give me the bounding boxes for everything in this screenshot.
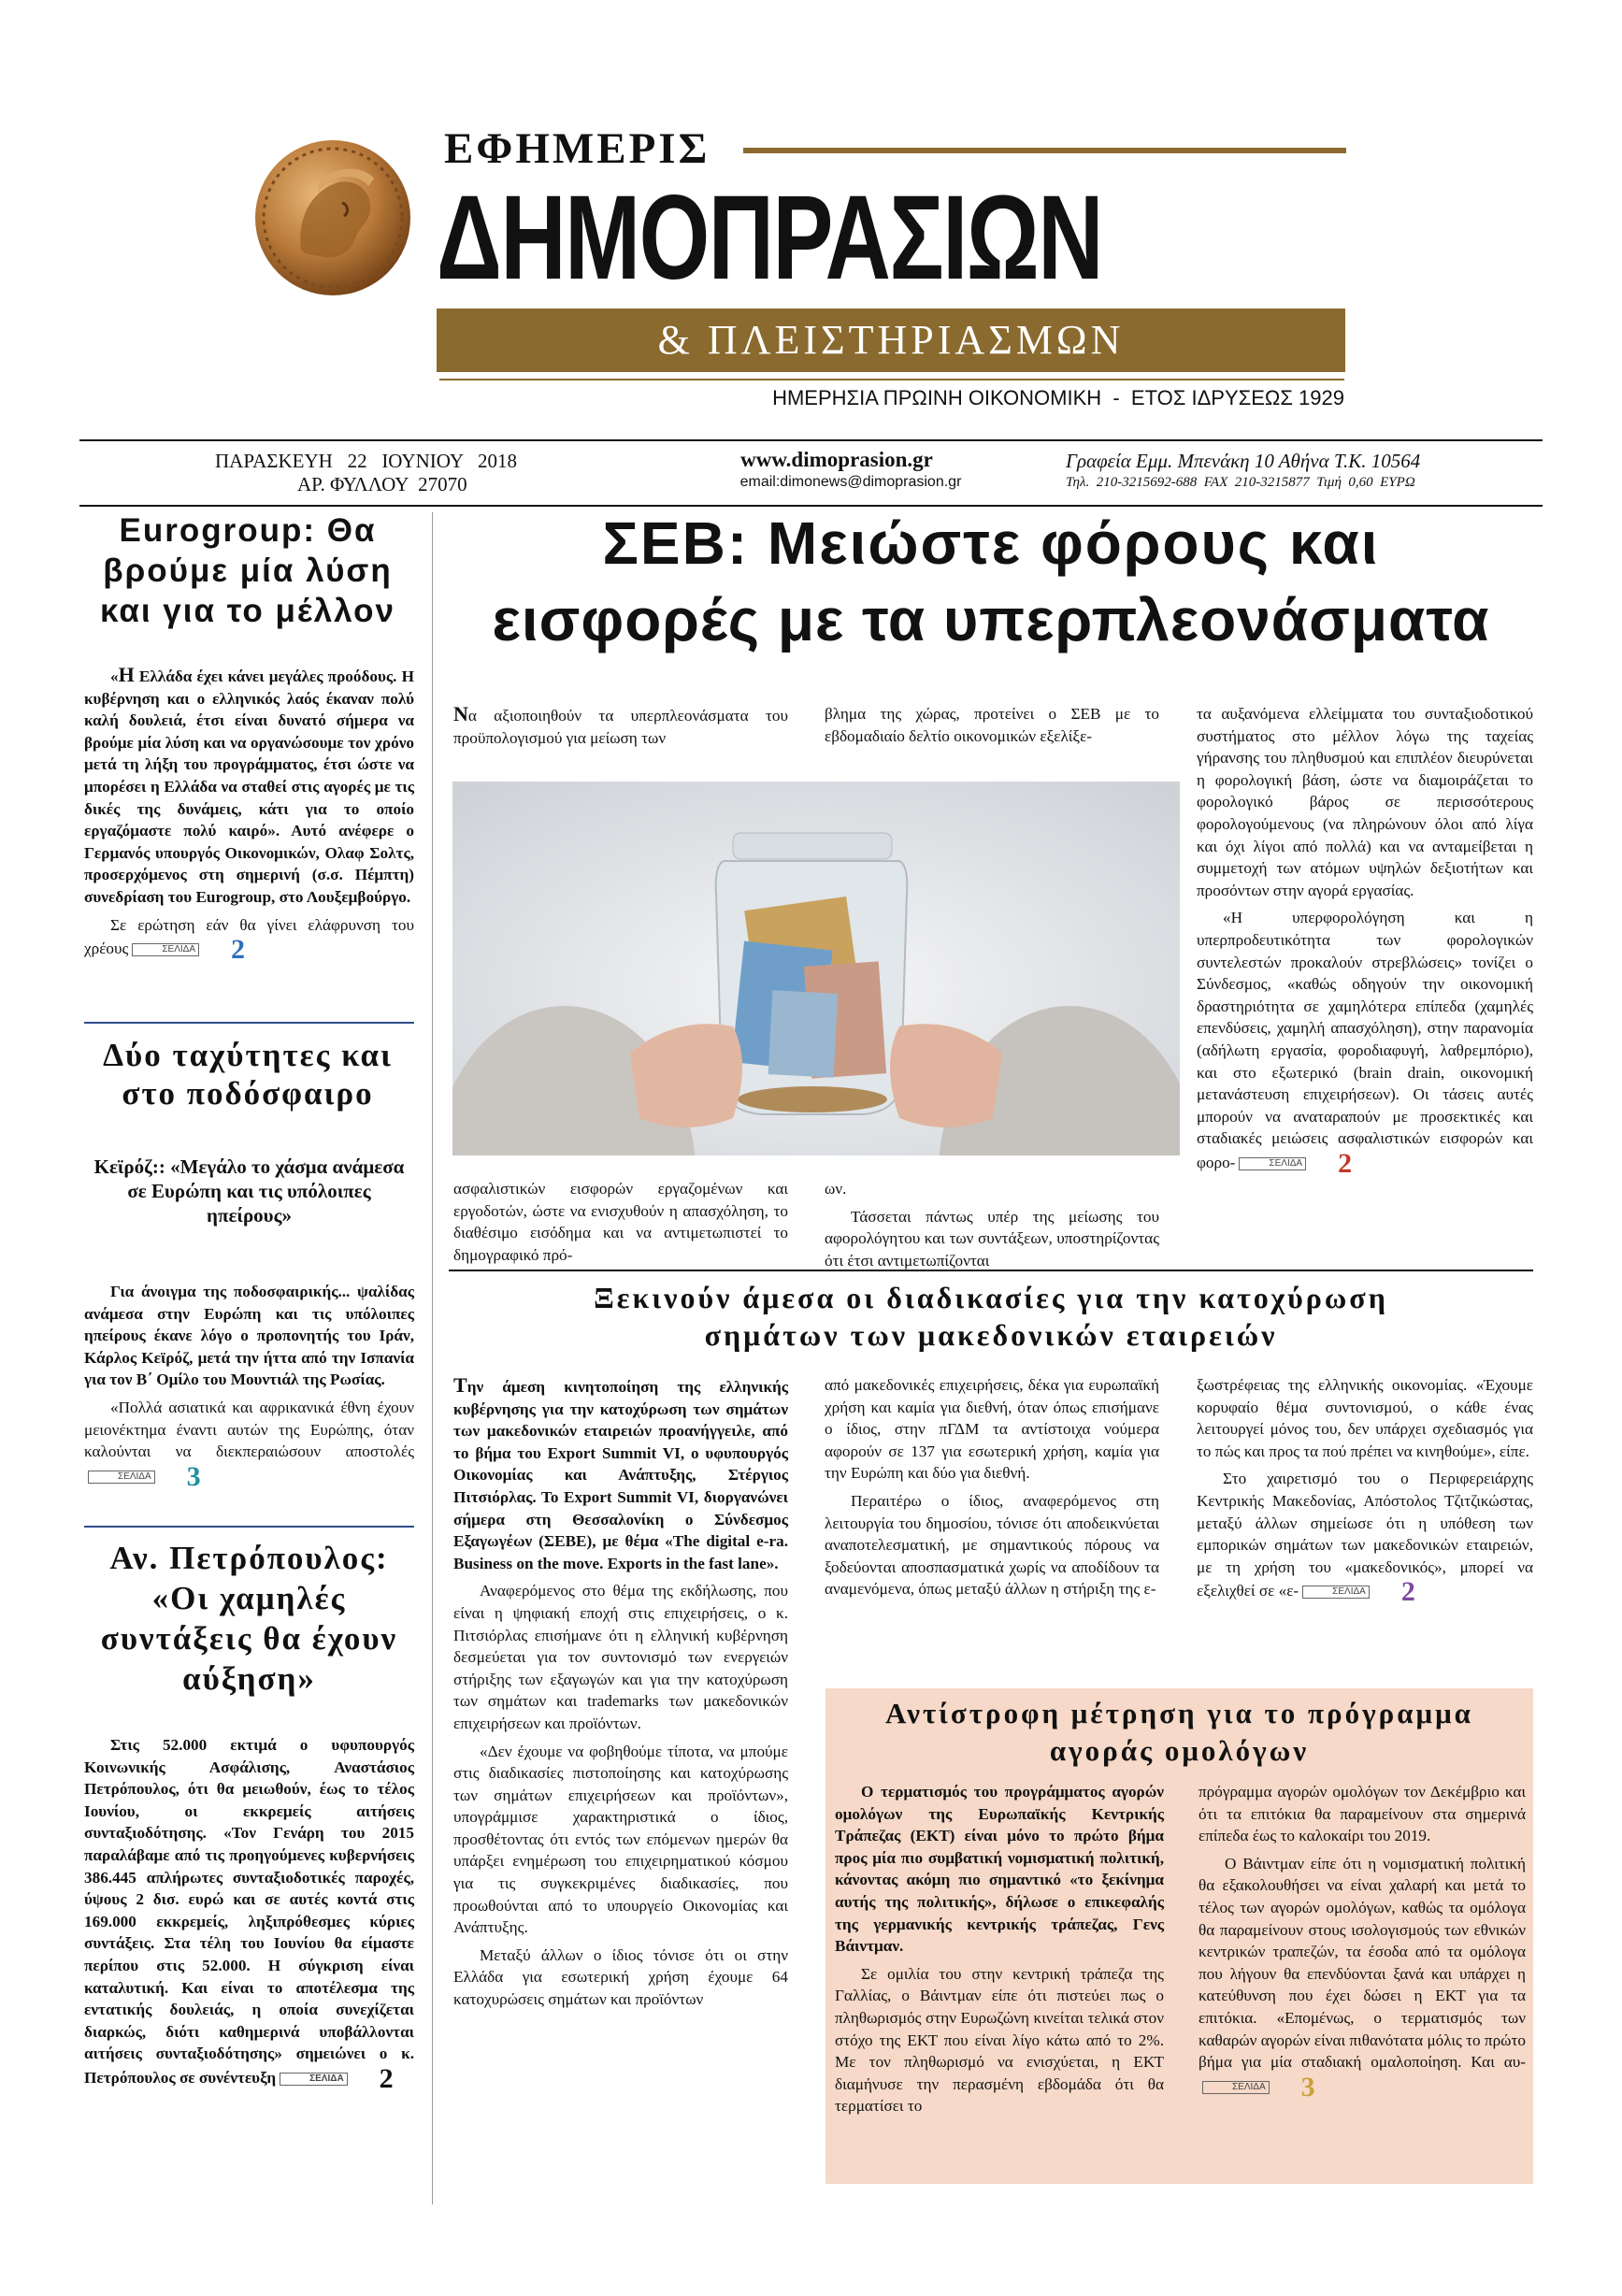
money-jar-photo (452, 782, 1180, 1155)
sidebar-a3-title: Αν. Πετρόπουλος: «Οι χαμηλές συντάξεις θα έχουν αύξηση» (100, 1540, 398, 1697)
second-col3-p1: ξωστρέφειας της ελληνικής οικονομίας. «Έχουμε κορυφαίο θέμα συντονισμού, ο κάθε ένας λειτουργεί μόνος του, δεν υπάρχει σχεδιασμός για το πώς και προς τα πού πρέπει να κινηθούμε», είπε. (1197, 1376, 1533, 1460)
sidebar-a1-body (84, 664, 414, 969)
second-col3 (1197, 1374, 1533, 1612)
masthead-top: ΕΦΗΜΕΡΙΣ (444, 124, 711, 173)
second-headline-line1: Ξεκινούν άμεσα οι διαδικασίες για την κατοχύρωση (594, 1281, 1388, 1314)
main-col1-bottom-text: ασφαλιστικών εισφορών εργαζομένων και εργοδοτών, ώστε να ενισχυθούν η απασχόληση, το διαθέσιμο εισόδημα και να αντιμετωπιστεί το δημογραφικό πρό- (453, 1180, 788, 1264)
page-ref-number: 2 (1400, 1576, 1415, 1608)
masthead-title: ΔΗΜΟΠΡΑΣΙΩΝ (437, 171, 1102, 305)
page-ref-number: 3 (1300, 2071, 1315, 2102)
main-col2-bottom (825, 1178, 1159, 1277)
sidebar-a3-lead: Στις 52.000 εκτιμά ο υφυπουργός Κοινωνικής Ασφάλισης, Αναστάσιος Πετρόπουλος, ότι θα μειωθούν, έως το τέλος Ιουνίου, οι εκκρεμείς αιτήσεις συνταξιοδότησης. «Τον Γενάρη του 2015 παραλάβαμε από τις προηγούμενες κυβερνήσεις 386.445 απλήρωτες συνταξιοδοτικές παροχές, ύψους 2 δισ. ευρώ και σε αυτές κοντά στις 169.000 εκκρεμείς, ληξιπρόθεσμες κύριες συντάξεις. Στα τέλη του Ιουνίου θα είμαστε περίπου στις 52.000. Η σύγκριση είναι καταλυτική. Και είναι το αποτέλεσμα της εντατικής δουλειάς, η οποία συνεχίζεται διαρκώς, διότι καθημερινά υποβάλλονται αιτήσεις συνταξιοδότησης» σημειώνει ο κ. Πετρόπουλος σε συνέντευξη (84, 1736, 414, 2087)
sidebar-a3-body (84, 1734, 414, 2099)
page-ref-box[interactable] (1202, 2071, 1315, 2102)
main-headline-line2: εισφορές με τα υπερπλεονάσματα (492, 586, 1490, 653)
box-headline-line1: Αντίστροφη μέτρηση για το πρόγραμμα (885, 1697, 1473, 1729)
email-link[interactable]: email:dimonews@dimoprasion.gr (739, 474, 962, 490)
page-ref-main[interactable] (1239, 1147, 1353, 1179)
main-dropcap: Ν (453, 702, 468, 725)
page-ref-a2[interactable] (88, 1460, 201, 1492)
sidebar-a1-lead: Ελλάδα έχει κάνει μεγάλες προόδους. Η κυβέρνηση και ο ελληνικός λαός έκαναν πολύ καλή δουλειά, έτσι είναι δυνατό σήμερα να βρούμε μία λύση και να οργανώσουμε τον χρόνο μετά τη λήξη του προγράμματος, έτσι ώστε να μπορέσει η Ελλάδα να σταθεί στις αγορές με τις δικές της δυνάμεις, κάτι για το οποίο εργαζόμαστε πολύ καιρό». Αυτό ανέφερε ο Γερμανός υπουργός Οικονομικών, Ολαφ Σολτς, προσερχόμενος στη σημερινή (σ.σ. Πέμπτη) συνεδρίαση του Eurogroup, στο Λουξεμβούργο. (84, 667, 414, 906)
second-dropcap: Τ (453, 1373, 467, 1397)
main-bottom-rule (449, 1270, 1533, 1271)
masthead-subtitle: & ΠΛΕΙΣΤΗΡΙΑΣΜΩΝ (657, 317, 1125, 363)
issue-number: ΑΡ. ΦΥΛΛΟΥ 27070 (297, 473, 467, 495)
page-ref-label: ΣΕΛΙΔΑ (88, 1471, 155, 1484)
page-ref-label: ΣΕΛΙΔΑ (132, 943, 199, 956)
sidebar-a1-title: Eurogroup: Θα βρούμε μία λύση και για το μέλλον (99, 512, 396, 629)
main-col2-bottom-end: ων. (825, 1180, 847, 1198)
sidebar-rule-1 (84, 1022, 414, 1024)
office-address: Γραφεία Εμμ. Μπενάκη 10 Αθήνα Τ.Κ. 10564 (1066, 450, 1421, 472)
second-col1-p4: Μεταξύ άλλων ο ίδιος τόνισε ότι οι στην Ελλάδα για εσωτερική χρήση έχουμε 64 κατοχυρώσεις σημάτων και προϊόντων (453, 1945, 788, 2009)
box-col2-p1: πρόγραμμα αγορών ομολόγων τον Δεκέμβριο και ότι τα επιτόκια θα παραμείνουν στα σημερινά επίπεδα έως το καλοκαίρι του 2019. (1199, 1783, 1526, 1845)
second-col1-lead: ην άμεση κινητοποίηση της ελληνικής κυβέρνησης για την κατοχύρωση των σημάτων των μακεδονικών εταιρειών προανήγγειλε, από το βήμα του Export Summit VI, ο υφυπουργός Οικονομίας και Ανάπτυξης, Στέργιος Πιτσιόρλας. Το Export Summit VI, διοργανώνει σήμερα στη Θεσσαλονίκη ο Σύνδεσμος Εξαγωγέων (ΣΕΒΕ), με θέμα «The digital e-ra. Business on the move. Exports in the fast lane». (453, 1378, 788, 1572)
main-col1-bottom (453, 1178, 788, 1271)
box-headline-line2: αγοράς ομολόγων (1049, 1734, 1310, 1767)
sidebar-a1-text: Σε ερώτηση εάν θα γίνει ελάφρυνση του χρέους (84, 915, 414, 958)
box-col2 (1199, 1781, 1526, 2107)
page-ref-label: ΣΕΛΙΔΑ (280, 2073, 348, 2086)
info-bottom-rule (79, 505, 1543, 507)
page-ref-label: ΣΕΛΙΔΑ (1202, 2081, 1270, 2094)
main-col3-p1: τα αυξανόμενα ελλείμματα του συνταξιοδοτικού συστήματος στο μέλλον λόγω της ταχείας γήρανσης του πληθυσμού και επιπλέον διευρύνεται η φορολογική βάση, ώστε να διαμοιράζεται το φορολογικό βάρος σε περισσότερους φορολογούμενους (να πληρώνουν όλοι από λίγα και όχι λίγοι από πολλά) και να ανταμείβεται η συμμετοχή των ατόμων υψηλών δεξιοτήτων και προσόντων στην αγορά εργασίας. (1197, 705, 1533, 899)
sidebar-rule-2 (84, 1526, 414, 1528)
page-ref-number: 3 (186, 1460, 201, 1492)
main-headline-line1: ΣΕΒ: Μειώστε φόρους και (602, 509, 1380, 577)
second-col1 (453, 1374, 788, 2016)
page-ref-a3[interactable] (280, 2062, 394, 2094)
page-ref-second[interactable] (1302, 1578, 1415, 1606)
box-col1-p2: Σε ομιλία του στην κεντρική τράπεζα της Γαλλίας, ο Βάιντμαν είπε ότι πιστεύει πως ο πληθωρισμός στην Ευρωζώνη κινείται τελικά στον στόχο της ΕΚΤ που είναι λίγο κάτω από το 2%. Με τον πληθωρισμό να ενισχύεται, η ΕΚΤ διαμήνυσε την περασμένη εβδομάδα ότι θα τερματίσει το (835, 1964, 1164, 2116)
main-col2-bottom-text: Τάσσεται πάντως υπέρ της μείωσης του αφορολόγητου και των συντάξεων, υποστηρίζοντας ότι έτσι αντιμετωπίζονται (825, 1207, 1159, 1270)
sidebar-a2-lead: Για άνοιγμα της ποδοσφαιρικής... ψαλίδας ανάμεσα στην Ευρώπη και τις υπόλοιπες ηπείρους έκανε λόγο ο προπονητής του Ιράν, Κάρλος Κεϊρόζ, μετά την ήττα από την Ισπανία για τον Β΄ Ομίλο του Μουντιάλ της Ρωσίας. (84, 1283, 414, 1389)
coin-logo (252, 137, 413, 298)
sidebar-a2-title: Δύο ταχύτητες και στο ποδόσφαιρο (103, 1037, 393, 1112)
sidebar-a1-quote: « (110, 667, 119, 685)
sidebar-a2-body (84, 1281, 414, 1497)
info-top-rule (79, 439, 1543, 441)
masthead-top-rule (743, 148, 1346, 153)
main-col3 (1197, 703, 1533, 1184)
sidebar-divider (432, 512, 433, 2204)
second-col2-p1: από μακεδονικές επιχειρήσεις, δέκα για ευρωπαϊκή χρήση και καμία για διεθνή, όταν όπως επισήμανε ο ίδιος, στην πΓΔΜ τα αντίστοιχα νούμερα αφορούν σε 137 για εσωτερική χρήση, καμία για την Ευρώπη και δύο για διεθνή. (825, 1376, 1159, 1483)
page-ref-number: 2 (1338, 1147, 1353, 1179)
sidebar-a2-subtitle: Κεϊρόζ:: «Μεγάλο το χάσμα ανάμεσα σε Ευρώπη και τις υπόλοιπες ηπείρους» (93, 1155, 405, 1227)
main-col2-top-text: βλημα της χώρας, προτείνει ο ΣΕΒ με το εβδομαδιαίο δελτίο οικονομικών εξελίξε- (825, 705, 1159, 745)
masthead-tagline-rule (439, 379, 1344, 380)
page-ref-number: 2 (231, 934, 246, 966)
second-col2 (825, 1374, 1159, 1606)
sidebar-a1-dropcap: Η (118, 663, 135, 686)
issue-date: ΠΑΡΑΣΚΕΥΗ 22 ΙΟΥΝΙΟΥ 2018 (215, 450, 518, 472)
box-col1-lead: Ο τερματισμός του προγράμματος αγορών ομολόγων της Ευρωπαϊκής Κεντρικής Τράπεζας (ΕΚΤ) είναι μόνο το πρώτο βήμα προς μία πιο συμβατική νομισματική πολιτική, κάνοντας ακόμη πιο σημαντικό «το ξεκίνημα αυτής της πολιτικής», δήλωσε ο επικεφαλής της γερμανικής κεντρικής τράπεζας, Γενς Βάιντμαν. (835, 1783, 1164, 1956)
page-ref-a1[interactable] (132, 936, 245, 964)
sidebar-a2-text: «Πολλά ασιατικά και αφρικανικά έθνη έχουν μειονέκτημα έναντι αυτών της Ευρώπης, όταν καλούνται να διεκπεραιώσουν αποστολές (84, 1398, 414, 1461)
main-col2-top (825, 703, 1159, 753)
main-col1-top-text: α αξιοποιηθούν τα υπερπλεονάσματα του προϋπολογισμού για μείωση των (453, 707, 788, 747)
main-col3-p2: «Η υπερφορολόγηση και η υπερπροδευτικότητα των φορολογικών συντελεστών προκαλούν στρεβλώσεις» τονίζει ο Σύνδεσμος, «καθώς οδηγούν την οικονομική δραστηριότητα σε χαμηλότερα επίπεδα (χαμηλές επενδύσεις, χαμηλή απασχόληση), στην παρανομία (αδήλωτη εργασία, φοροδιαφυγή, λαθρεμπόριο), και στο εξωτερικό (brain drain, οικονομική μετανάστευση επιχειρήσεων). Οι τάσεις αυτές μπορούν να αναταραπούν με προσεκτικές και σταδιακές μειώσεις ασφαλιστικών εισφορών και φορο- (1197, 909, 1533, 1171)
website-link[interactable]: www.dimoprasion.gr (740, 448, 933, 471)
second-headline-line2: σημάτων των μακεδονικών εταιρειών (704, 1318, 1278, 1352)
second-col1-p2: Αναφερόμενος στο θέμα της εκδήλωσης, που είναι η ψηφιακή εποχή στις επιχειρήσεις, ο κ. Πιτσιόρλας επισήμανε ότι η ελληνική κυβέρνηση δεσμεύεται για τον συντονισμό των ενεργειών στήριξης των εξαγωγών και για την κατοχύρωση των σημάτων και trademarks των μακεδονικών επιχειρήσεων και προϊόντων. (453, 1582, 788, 1732)
main-col1-top (453, 703, 788, 754)
page-ref-number: 2 (379, 2062, 394, 2094)
second-col3-p2: Στο χαιρετισμό του ο Περιφερειάρχης Κεντρικής Μακεδονίας, Απόστολος Τζιτζικώστας, μεταξύ άλλων σημείωσε ότι η υπόθεση των εμπορικών σημάτων των μακεδονικών εταιρειών, με τη χρήση του «μακεδονικός», μπορεί να εξελιχθεί σε «ε- (1197, 1470, 1533, 1600)
masthead-tagline: ΗΜΕΡΗΣΙΑ ΠΡΩΙΝΗ ΟΙΚΟΝΟΜΙΚΗ - ΕΤΟΣ ΙΔΡΥΣΕΩΣ 1929 (772, 386, 1344, 409)
second-col1-p3: «Δεν έχουμε να φοβηθούμε τίποτα, να μπούμε στις διαδικασίες πιστοποίησης και κατοχύρωσης των σημάτων επιχειρήσεων και προϊόντων», υπογράμμισε χαρακτηριστικά ο ίδιος, προσθέτοντας ότι εντός των επόμενων ημερών θα υπάρξει ενημέρωση του επιχειρηματικού κόσμου για τις συγκεκριμένες διαδικασίες, που προωθούνται από το υπουργείο Οικονομίας και Ανάπτυξης. (453, 1742, 788, 1937)
page-ref-label: ΣΕΛΙΔΑ (1239, 1157, 1306, 1170)
page-ref-label: ΣΕΛΙΔΑ (1302, 1586, 1370, 1599)
box-col2-p2: Ο Βάιντμαν είπε ότι η νομισματική πολιτική θα εξακολουθήσει να είναι χαλαρή και μετά το τέλος των αγορών ομολόγων, καθώς τα ομόλογα θα παραμείνουν στους ισολογισμούς των εθνικών κεντρικών τραπεζών, τα έσοδα από τα ομόλογα που λήγουν θα επενδύονται ξανά και υπάρχει η κατεύθυνση που έχει δώσει η ΕΚΤ για τα επιτόκια. «Επομένως, ο τερματισμός των καθαρών αγορών είναι πιθανότατα μόλις το πρώτο βήμα για μία σταδιακή ομαλοποίηση. Και αυ- (1199, 1854, 1526, 2072)
second-col2-p2: Περαιτέρω ο ίδιος, αναφερόμενος στη λειτουργία του δημοσίου, τόνισε ότι αποδεικνύεται αναποτελεσματική, με σημαντικούς πόρους να ξοδεύονται αποσπασματικά χωρίς να αποδίδουν τα αναμενόμενα, όπως μεταξύ άλλων η στήριξη της ε- (825, 1491, 1159, 1599)
box-col1 (835, 1781, 1164, 2123)
office-phones: Τηλ. 210-3215692-688 FAX 210-3215877 Τιμή 0,60 ΕΥΡΩ (1066, 475, 1415, 490)
